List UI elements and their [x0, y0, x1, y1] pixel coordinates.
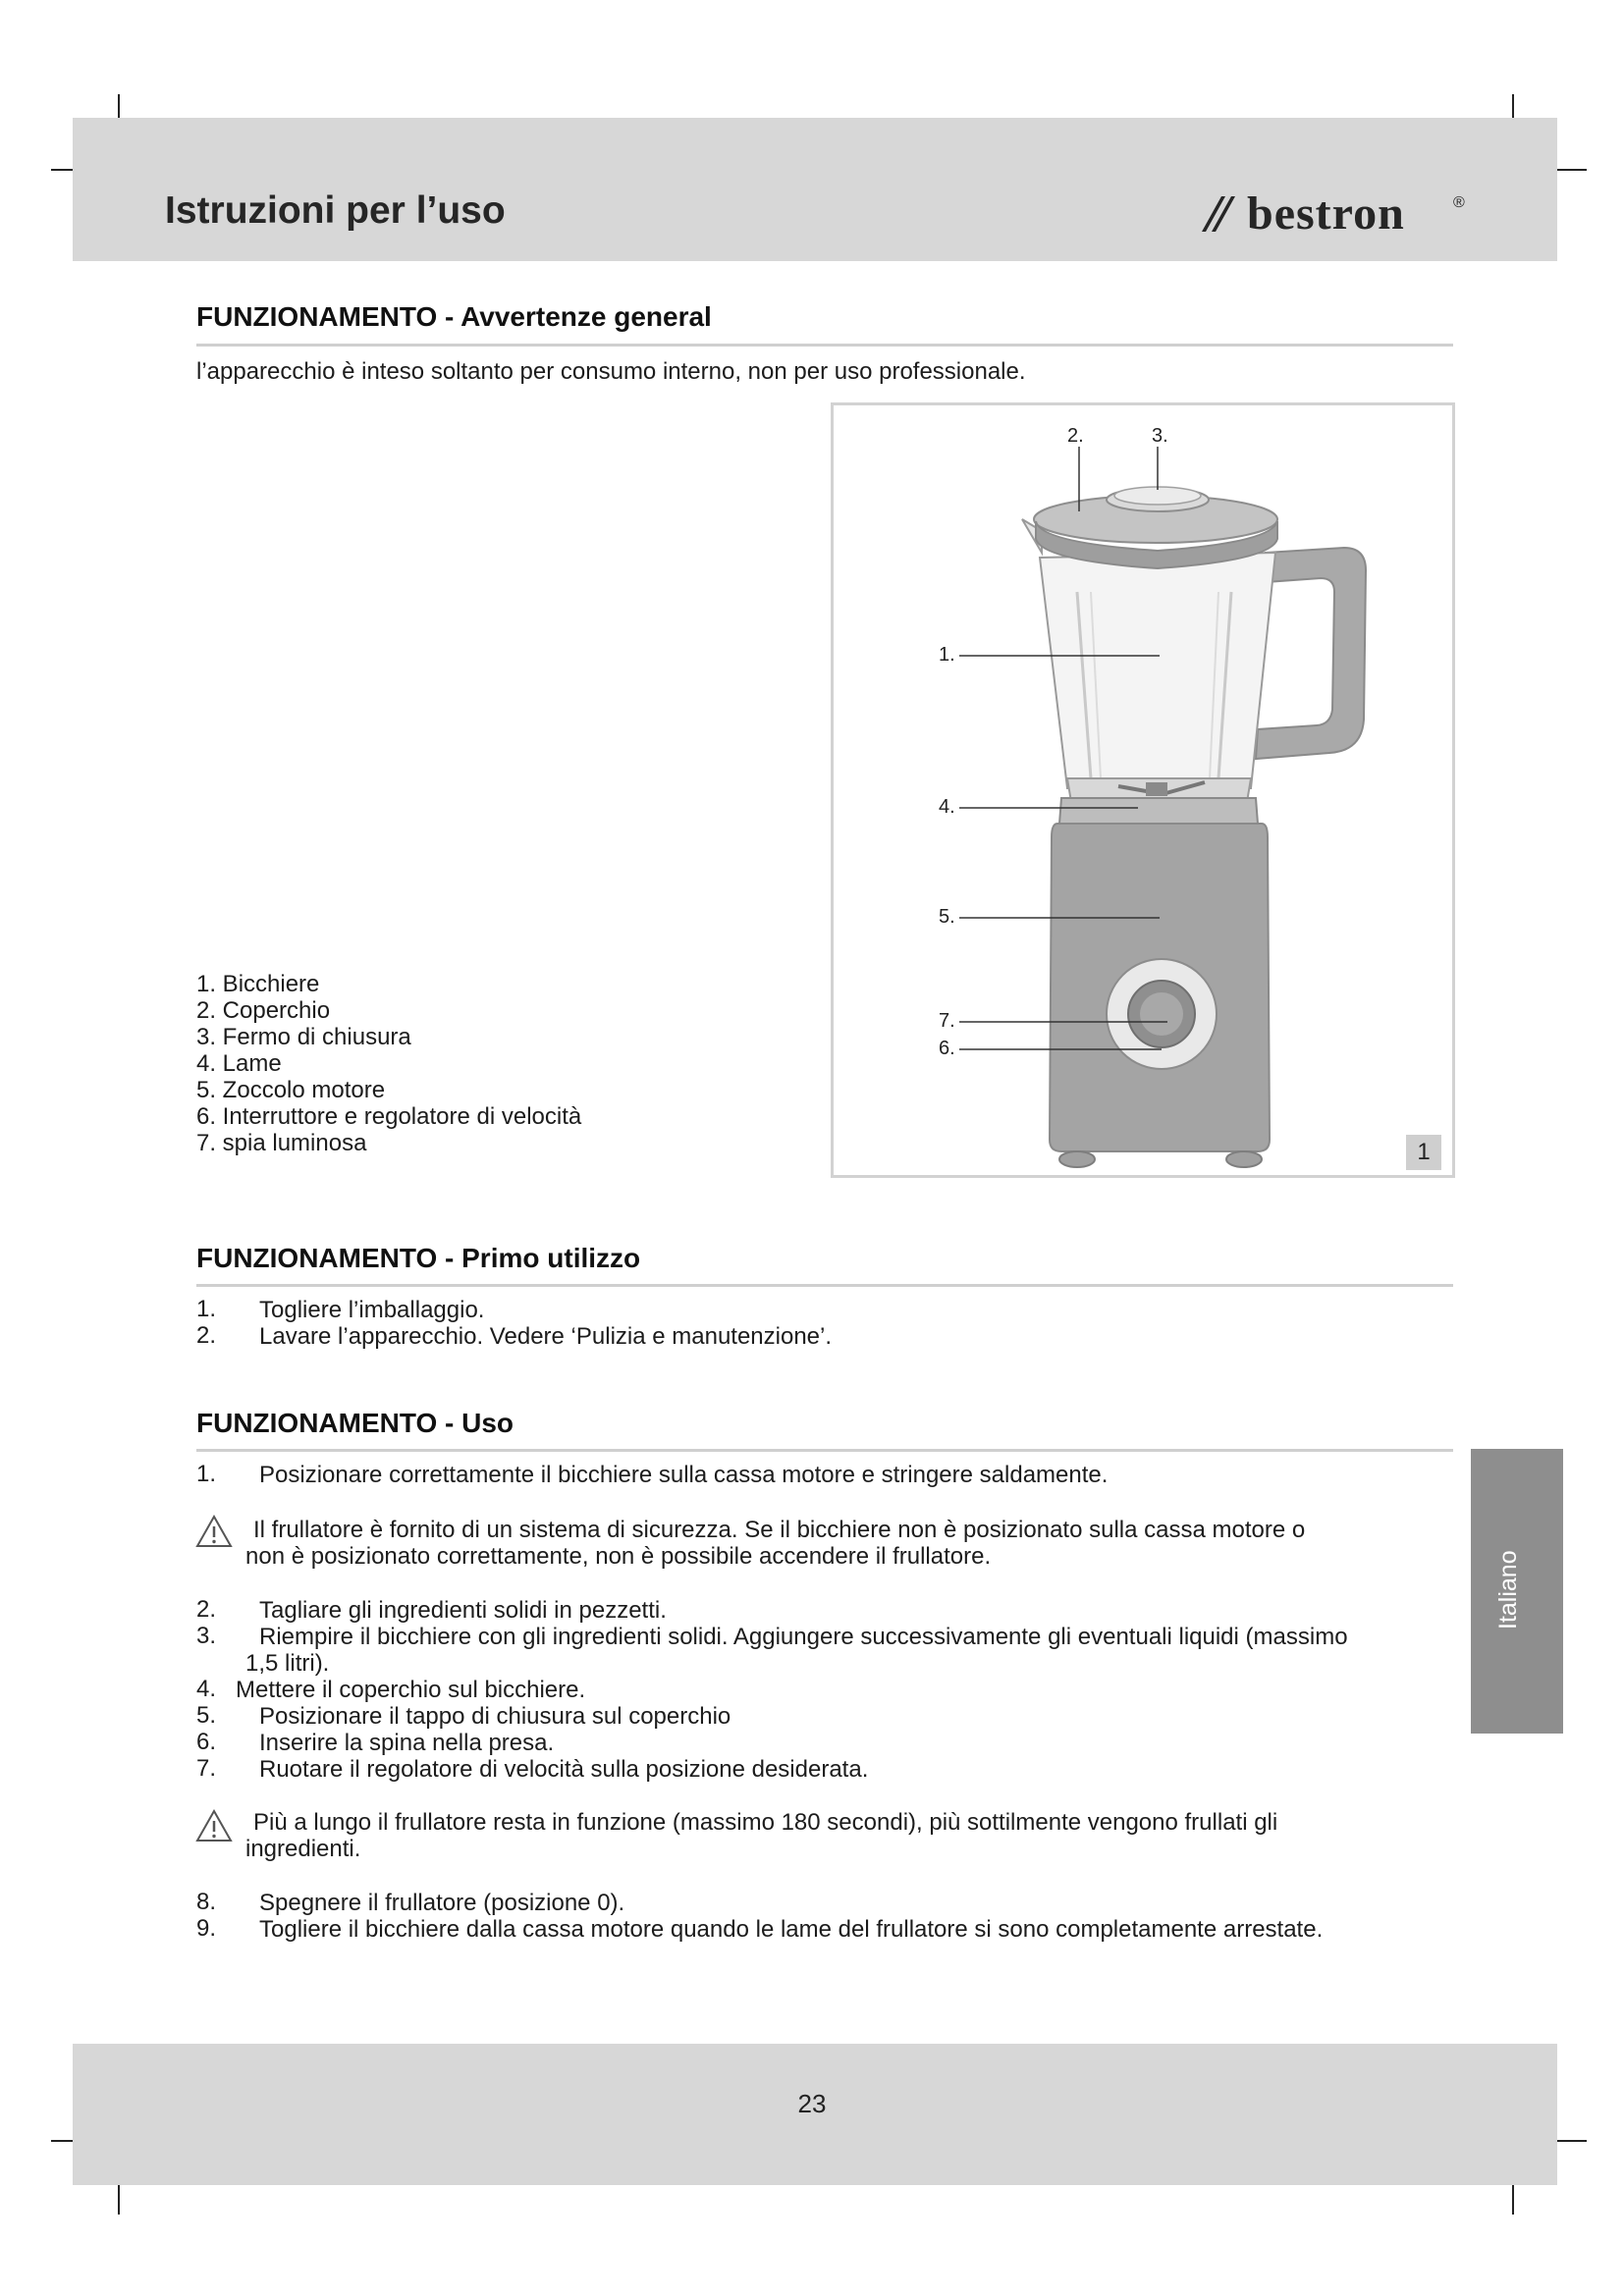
callout-5: 5.	[939, 906, 955, 928]
warning-text: Il frullatore è fornito di un sistema di sicurezza. Se il bicchiere non è posizionato sulla cassa motore o	[253, 1517, 1306, 1543]
blender-illustration	[834, 405, 1452, 1175]
step-number: 6.	[196, 1729, 217, 1755]
callout-7: 7.	[939, 1010, 955, 1032]
step-number: 1.	[196, 1461, 217, 1487]
warning-text: Più a lungo il frullatore resta in funzione (massimo 180 secondi), più sottilmente vengono frullati gli	[253, 1809, 1278, 1836]
section-heading-use: FUNZIONAMENTO - Uso	[196, 1408, 514, 1438]
list-item: 4. Lame	[196, 1050, 282, 1077]
warning-icon	[194, 1808, 234, 1843]
step-number: 2.	[196, 1322, 217, 1349]
callout-3: 3.	[1152, 425, 1168, 447]
step-text-continued: 1,5 litri).	[245, 1650, 330, 1677]
section-heading-first-use: FUNZIONAMENTO - Primo utilizzo	[196, 1243, 641, 1273]
step-number: 1.	[196, 1296, 217, 1322]
step-number: 8.	[196, 1889, 217, 1915]
list-item: 3. Fermo di chiusura	[196, 1024, 411, 1050]
step-number: 9.	[196, 1915, 217, 1942]
section-divider	[196, 1284, 1453, 1287]
brand-name: bestron	[1247, 187, 1405, 240]
step-number: 5.	[196, 1702, 217, 1729]
list-item: 6. Interruttore e regolatore di velocità	[196, 1103, 582, 1130]
list-item: 1. Bicchiere	[196, 971, 320, 997]
general-intro: l’apparecchio è inteso soltanto per consumo interno, non per uso professionale.	[196, 358, 1026, 385]
step-text: Posizionare correttamente il bicchiere sulla cassa motore e stringere saldamente.	[259, 1462, 1109, 1488]
section-divider	[196, 344, 1453, 347]
brand-chevron-icon	[1200, 192, 1239, 236]
step-number: 7.	[196, 1755, 217, 1782]
section-divider	[196, 1449, 1453, 1452]
brand-logo	[1200, 187, 1475, 245]
step-text: Togliere il bicchiere dalla cassa motore quando le lame del frullatore si sono completamente arrestate.	[259, 1916, 1324, 1943]
step-text: Posizionare il tappo di chiusura sul coperchio	[259, 1703, 731, 1730]
page-title: Istruzioni per l’uso	[165, 189, 506, 232]
language-tab-label: Italiano	[1494, 1550, 1522, 1629]
list-item: 5. Zoccolo motore	[196, 1077, 386, 1103]
step-number: 3.	[196, 1623, 217, 1649]
brand-registered-mark: ®	[1453, 194, 1465, 211]
warning-icon	[194, 1514, 234, 1549]
callout-1: 1.	[939, 644, 955, 666]
step-text: Lavare l’apparecchio. Vedere ‘Pulizia e manutenzione’.	[259, 1323, 833, 1350]
blender-figure	[831, 402, 1455, 1178]
step-text: Inserire la spina nella presa.	[259, 1730, 555, 1756]
step-text: Mettere il coperchio sul bicchiere.	[236, 1677, 586, 1703]
step-text: Ruotare il regolatore di velocità sulla posizione desiderata.	[259, 1756, 869, 1783]
step-text: Spegnere il frullatore (posizione 0).	[259, 1890, 625, 1916]
step-text: Togliere l’imballaggio.	[259, 1297, 485, 1323]
page-number: 23	[797, 2089, 827, 2118]
warning-text: non è posizionato correttamente, non è possibile accendere il frullatore.	[245, 1543, 992, 1570]
figure-number: 1	[1406, 1135, 1441, 1170]
list-item: 2. Coperchio	[196, 997, 331, 1024]
section-heading-general: FUNZIONAMENTO - Avvertenze general	[196, 301, 712, 332]
step-text: Riempire il bicchiere con gli ingredienti solidi. Aggiungere successivamente gli eventuali liquidi (massimo	[259, 1624, 1348, 1650]
warning-text: ingredienti.	[245, 1836, 361, 1862]
step-number: 4.	[196, 1676, 217, 1702]
callout-4: 4.	[939, 796, 955, 818]
step-text: Tagliare gli ingredienti solidi in pezzetti.	[259, 1597, 667, 1624]
callout-6: 6.	[939, 1038, 955, 1059]
step-number: 2.	[196, 1596, 217, 1623]
callout-2: 2.	[1067, 425, 1084, 447]
list-item: 7. spia luminosa	[196, 1130, 367, 1156]
